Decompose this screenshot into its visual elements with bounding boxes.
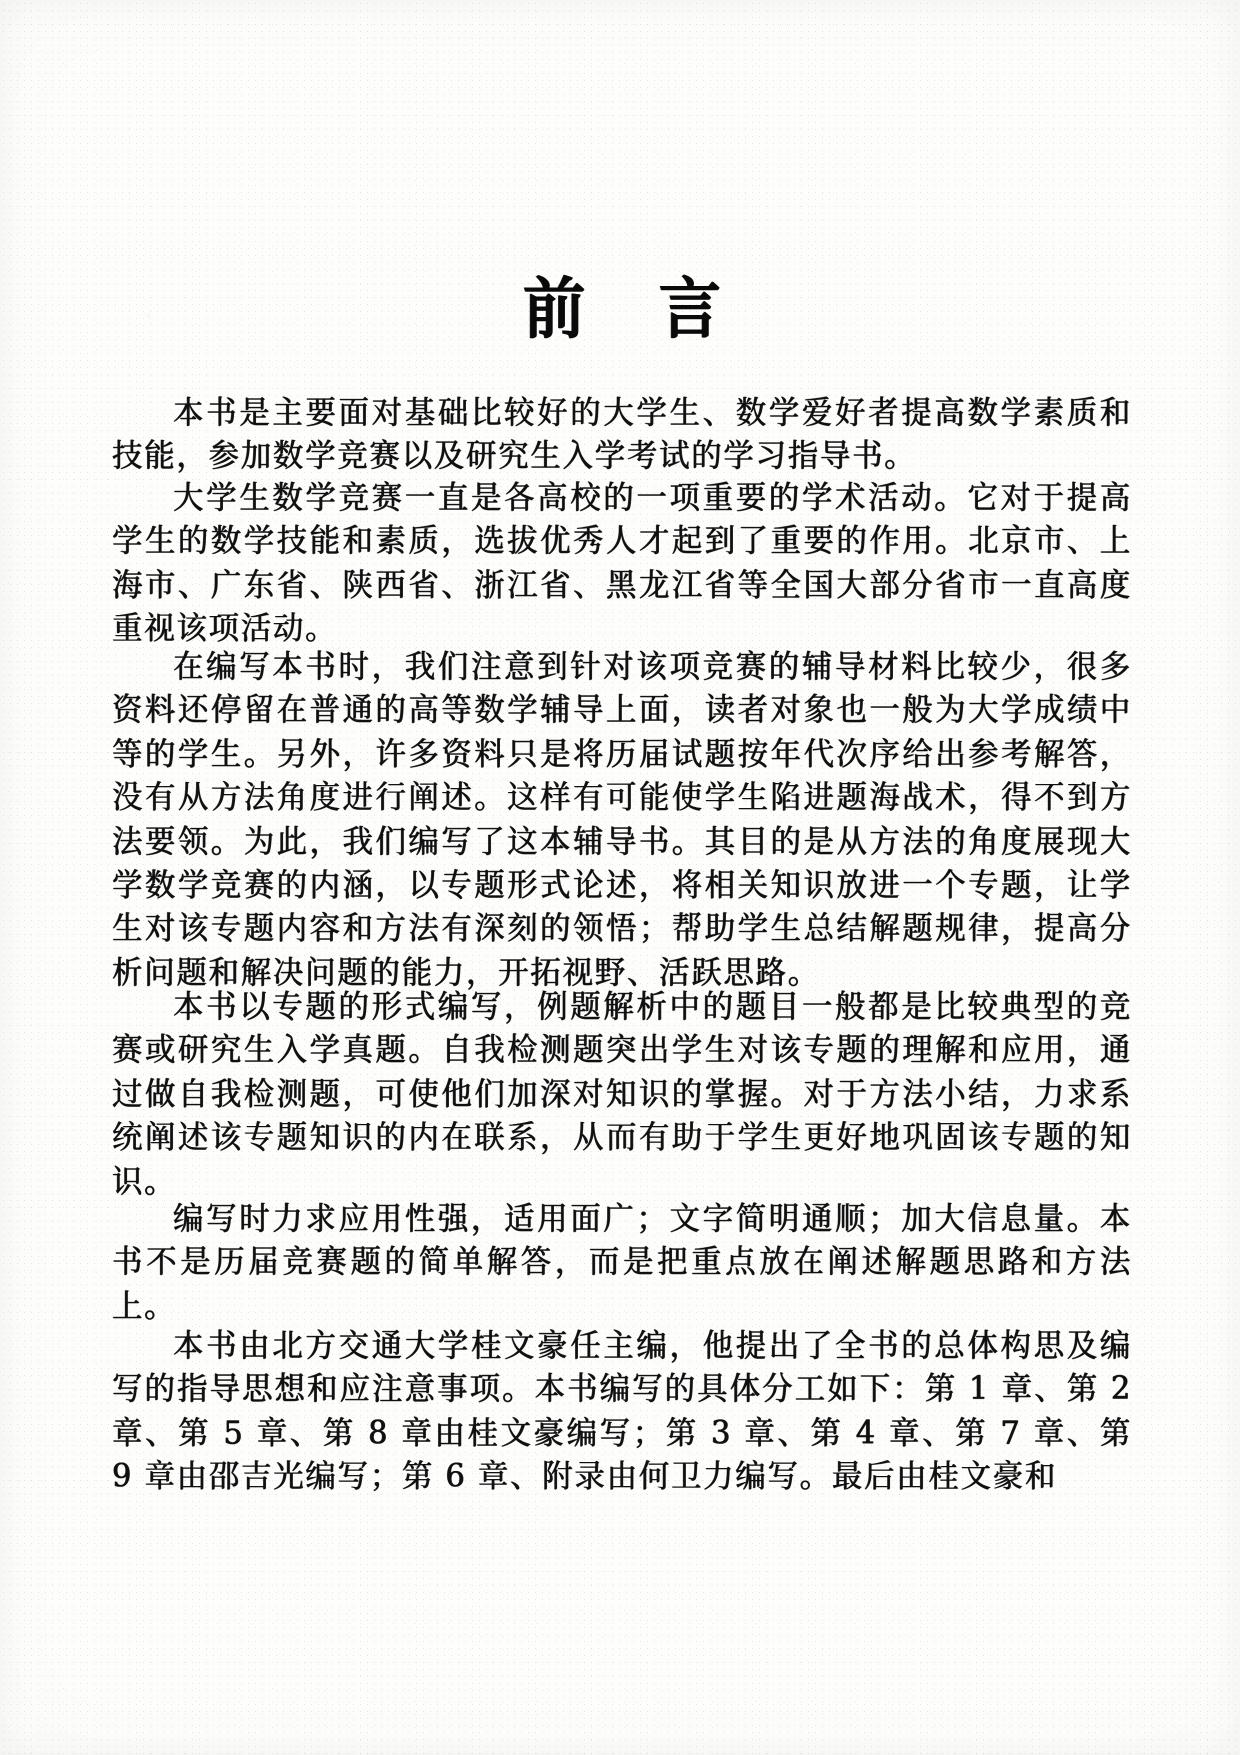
- paragraph: 本书以专题的形式编写，例题解析中的题目一般都是比较典型的竞赛或研究生入学真题。自我检测题突出学生对该专题的理解和应用，通过做自我检测题，可使他们加深对知识的掌握。对于方法小结，力求系统阐述该专题知识的内在联系，从而有助于学生更好地巩固该专题的知识。: [112, 988, 1132, 1200]
- page-content: [112, 0, 1132, 1755]
- page-title: 前 言: [523, 269, 747, 347]
- preface-body: [112, 392, 1132, 1495]
- paragraph: 大学生数学竞赛一直是各高校的一项重要的学术活动。它对于提高学生的数学技能和素质，选拔优秀人才起到了重要的作用。北京市、上海市、广东省、陕西省、浙江省、黑龙江省等全国大部分省市一直高度重视该项活动。: [112, 479, 1132, 647]
- paragraph: 本书是主要面对基础比较好的大学生、数学爱好者提高数学素质和技能，参加数学竞赛以及研究生入学考试的学习指导书。: [112, 395, 1132, 475]
- paragraph: 本书由北方交通大学桂文豪任主编，他提出了全书的总体构思及编写的指导思想和应注意事项。本书编写的具体分工如下：第 1 章、第 2 章、第 5 章、第 8 章由桂文豪编写；第 3 章、第 4 章、第 7 章、第 9 章由邵吉光编写；第 6 章、附录由何卫力编写。最后由桂文豪和: [112, 1328, 1132, 1496]
- paragraph: 在编写本书时，我们注意到针对该项竞赛的辅导材料比较少，很多资料还停留在普通的高等数学辅导上面，读者对象也一般为大学成绩中等的学生。另外，许多资料只是将历届试题按年代次序给出参考解答，没有从方法角度进行阐述。这样有可能使学生陷进题海战术，得不到方法要领。为此，我们编写了这本辅导书。其目的是从方法的角度展现大学数学竞赛的内涵，以专题形式论述，将相关知识放进一个专题，让学生对该专题内容和方法有深刻的领悟；帮助学生总结解题规律，提高分析问题和解决问题的能力，开拓视野、活跃思路。: [112, 649, 1132, 992]
- title-block: [112, 236, 1132, 381]
- paragraph: 编写时力求应用性强，适用面广；文字简明通顺；加大信息量。本书不是历届竞赛题的简单解答，而是把重点放在阐述解题思路和方法上。: [112, 1200, 1132, 1325]
